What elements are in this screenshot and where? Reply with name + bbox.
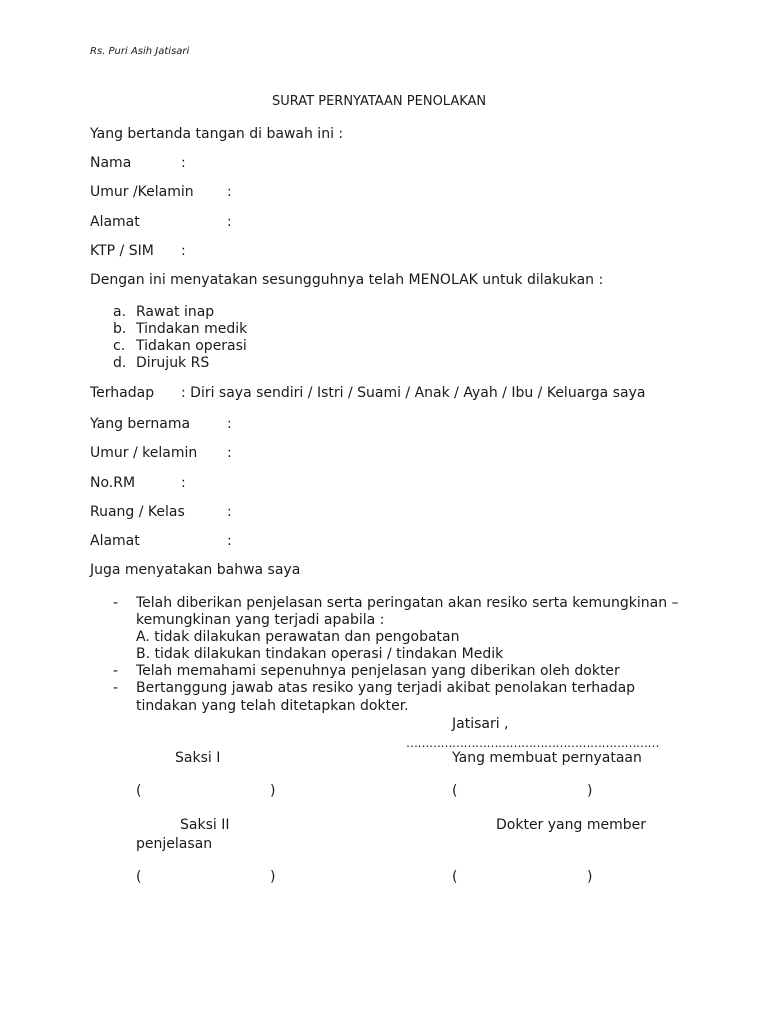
field-label-umur-kelamin: Umur /Kelamin	[90, 184, 194, 200]
doctor-label-line-1: Dokter yang member	[496, 817, 646, 833]
declarant-label: Yang membuat pernyataan	[452, 750, 642, 766]
field-colon: :	[227, 214, 232, 230]
signature-paren-close: )	[270, 783, 276, 799]
signature-paren-close: )	[587, 783, 593, 799]
list-marker: b.	[113, 321, 127, 337]
list-item-tindakan-operasi: Tidakan operasi	[136, 338, 247, 354]
statement-1-sub-b: B. tidak dilakukan tindakan operasi / tindakan Medik	[136, 646, 504, 662]
statement-1-line-1: Telah diberikan penjelasan serta peringatan akan resiko serta kemungkinan –	[136, 595, 679, 611]
terhadap-label: Terhadap	[90, 385, 155, 401]
field-label-alamat-pasien: Alamat	[90, 533, 140, 549]
field-label-nama: Nama	[90, 155, 132, 171]
signature-paren-open: (	[452, 783, 458, 799]
statement-1-line-2: kemungkinan yang terjadi apabila :	[136, 612, 385, 628]
signature-paren-open: (	[452, 869, 458, 885]
field-label-alamat: Alamat	[90, 214, 140, 230]
statement-3-line-1: Bertanggung jawab atas resiko yang terjadi akibat penolakan terhadap	[136, 680, 636, 696]
field-label-ruang-kelas: Ruang / Kelas	[90, 504, 185, 520]
field-label-umur-kelamin-pasien: Umur / kelamin	[90, 445, 198, 461]
signature-paren-open: (	[136, 869, 142, 885]
field-colon: :	[181, 155, 186, 171]
doctor-label-line-2: penjelasan	[136, 836, 213, 852]
list-marker: c.	[113, 338, 126, 354]
list-item-dirujuk-rs: Dirujuk RS	[136, 355, 210, 371]
declaration-text: Dengan ini menyatakan sesungguhnya telah MENOLAK untuk dilakukan :	[90, 272, 604, 288]
signature-paren-close: )	[587, 869, 593, 885]
field-colon: :	[227, 445, 232, 461]
field-label-yang-bernama: Yang bernama	[90, 416, 191, 432]
dash-marker: -	[113, 663, 119, 679]
intro-text: Yang bertanda tangan di bawah ini :	[90, 126, 344, 142]
signature-paren-close: )	[270, 869, 276, 885]
field-colon: :	[227, 416, 232, 432]
list-item-tindakan-medik: Tindakan medik	[136, 321, 248, 337]
field-colon: :	[227, 533, 232, 549]
field-colon: :	[227, 184, 232, 200]
list-item-rawat-inap: Rawat inap	[136, 304, 215, 320]
terhadap-value: : Diri saya sendiri / Istri / Suami / Anak / Ayah / Ibu / Keluarga saya	[181, 385, 646, 401]
signature-date-dots: …………………………………………………………	[406, 736, 659, 750]
statement-3-line-2: tindakan yang telah ditetapkan dokter.	[136, 698, 409, 714]
dash-marker: -	[113, 595, 119, 611]
signature-paren-open: (	[136, 783, 142, 799]
list-marker: a.	[113, 304, 127, 320]
field-colon: :	[181, 475, 186, 491]
list-marker: d.	[113, 355, 127, 371]
field-colon: :	[227, 504, 232, 520]
statement-1-sub-a: A. tidak dilakukan perawatan dan pengobatan	[136, 629, 460, 645]
field-colon: :	[181, 243, 186, 259]
witness-2-label: Saksi II	[180, 817, 230, 833]
dash-marker: -	[113, 680, 119, 696]
statement-2: Telah memahami sepenuhnya penjelasan yang diberikan oleh dokter	[136, 663, 620, 679]
also-states-text: Juga menyatakan bahwa saya	[90, 562, 301, 578]
signature-place: Jatisari ,	[452, 716, 509, 732]
witness-1-label: Saksi I	[175, 750, 221, 766]
field-label-no-rm: No.RM	[90, 475, 136, 491]
document-title: SURAT PERNYATAAN PENOLAKAN	[272, 94, 487, 109]
field-label-ktp-sim: KTP / SIM	[90, 243, 154, 259]
hospital-name: Rs. Puri Asih Jatisari	[90, 46, 190, 57]
